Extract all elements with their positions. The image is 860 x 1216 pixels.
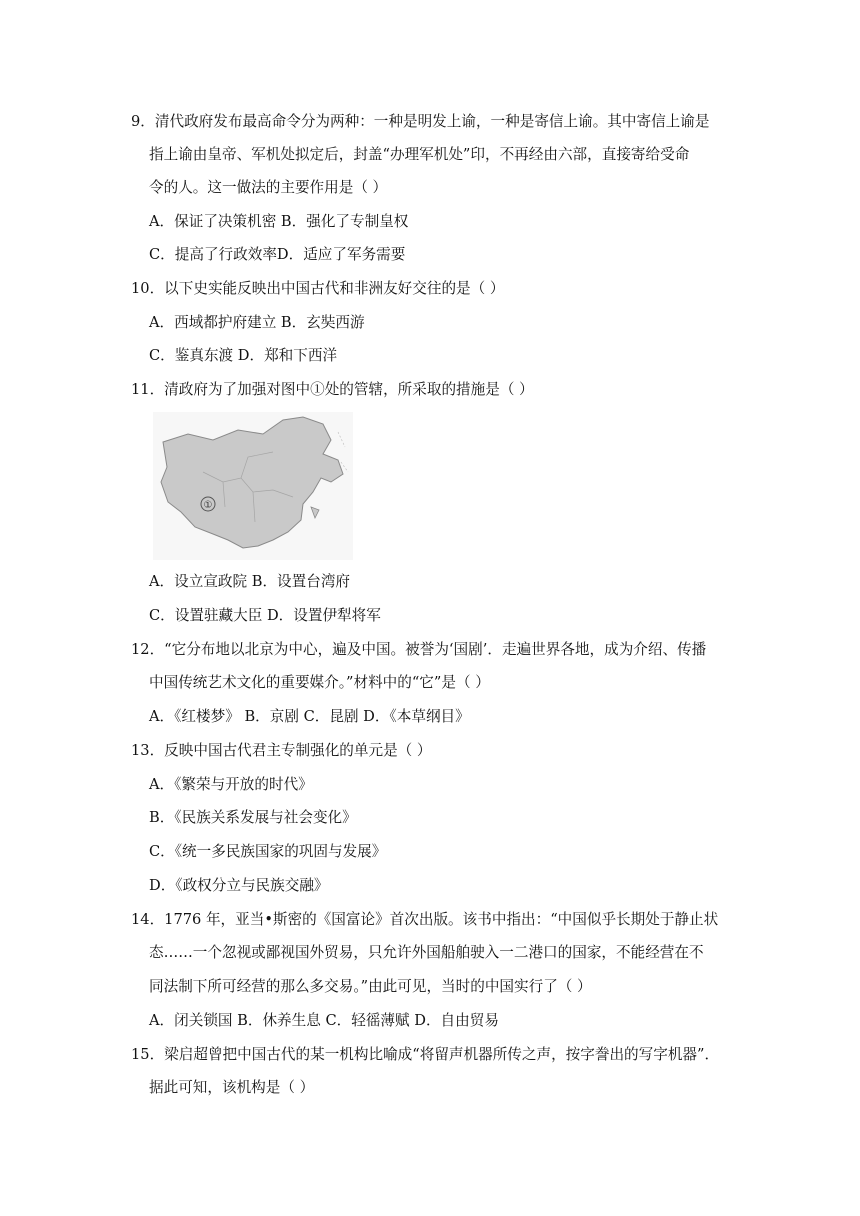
qing-territory-map (153, 412, 353, 560)
question-11-line-1: 11．清政府为了加强对图中①处的管辖，所采取的措施是（ ） (131, 381, 534, 398)
map-marker-1: ① (203, 500, 213, 511)
question-10-options-cd: C．鉴真东渡 D．郑和下西洋 (149, 347, 338, 364)
question-10-line-1: 10．以下史实能反映出中国古代和非洲友好交往的是（ ） (131, 280, 505, 297)
question-15-line-2: 据此可知，该机构是（ ） (149, 1079, 315, 1096)
question-14-line-1: 14．1776 年，亚当•斯密的《国富论》首次出版。该书中指出：“中国似乎长期处于静止状 (131, 911, 719, 928)
question-14-options: A．闭关锁国 B．休养生息 C．轻徭薄赋 D．自由贸易 (149, 1012, 499, 1029)
question-13-option-a: A．《繁荣与开放的时代》 (149, 776, 313, 793)
question-12-line-2: 中国传统艺术文化的重要媒介。”材料中的“它”是（ ） (149, 674, 490, 691)
question-14-line-3: 同法制下所可经营的那么多交易。”由此可见，当时的中国实行了（ ） (149, 978, 592, 995)
question-9-options-ab: A．保证了决策机密 B．强化了专制皇权 (149, 213, 409, 230)
question-11-options-ab: A．设立宣政院 B．设置台湾府 (149, 573, 351, 590)
question-9-line-2: 指上谕由皇帝、军机处拟定后，封盖“办理军机处”印，不再经由六部，直接寄给受命 (149, 146, 690, 163)
question-11-options-cd: C．设置驻藏大臣 D．设置伊犁将军 (149, 607, 381, 624)
question-13-option-b: B．《民族关系发展与社会变化》 (149, 809, 357, 826)
question-13-line-1: 13．反映中国古代君主专制强化的单元是（ ） (131, 742, 432, 759)
question-9-line-1: 9．清代政府发布最高命令分为两种：一种是明发上谕，一种是寄信上谕。其中寄信上谕是 (131, 113, 710, 130)
question-14-line-2: 态……一个忽视或鄙视国外贸易，只允许外国船舶驶入一二港口的国家，不能经营在不 (149, 944, 704, 961)
question-15-line-1: 15．梁启超曾把中国古代的某一机构比喻成“将留声机器所传之声，按字誊出的写字机器”． (131, 1046, 720, 1063)
question-12-line-1: 12．“它分布地以北京为中心，遍及中国。被誉为‘国剧’．走遍世界各地，成为介绍、传播 (131, 641, 707, 658)
question-13-option-d: D．《政权分立与民族交融》 (149, 877, 329, 894)
question-9-line-3: 令的人。这一做法的主要作用是（ ） (149, 179, 388, 196)
question-12-options: A．《红楼梦》 B．京剧 C．昆剧 D．《本草纲目》 (149, 708, 470, 725)
question-10-options-ab: A．西域都护府建立 B．玄奘西游 (149, 314, 365, 331)
question-9-options-cd: C．提高了行政效率D．适应了军务需要 (149, 246, 406, 263)
question-13-option-c: C．《统一多民族国家的巩固与发展》 (149, 843, 387, 860)
